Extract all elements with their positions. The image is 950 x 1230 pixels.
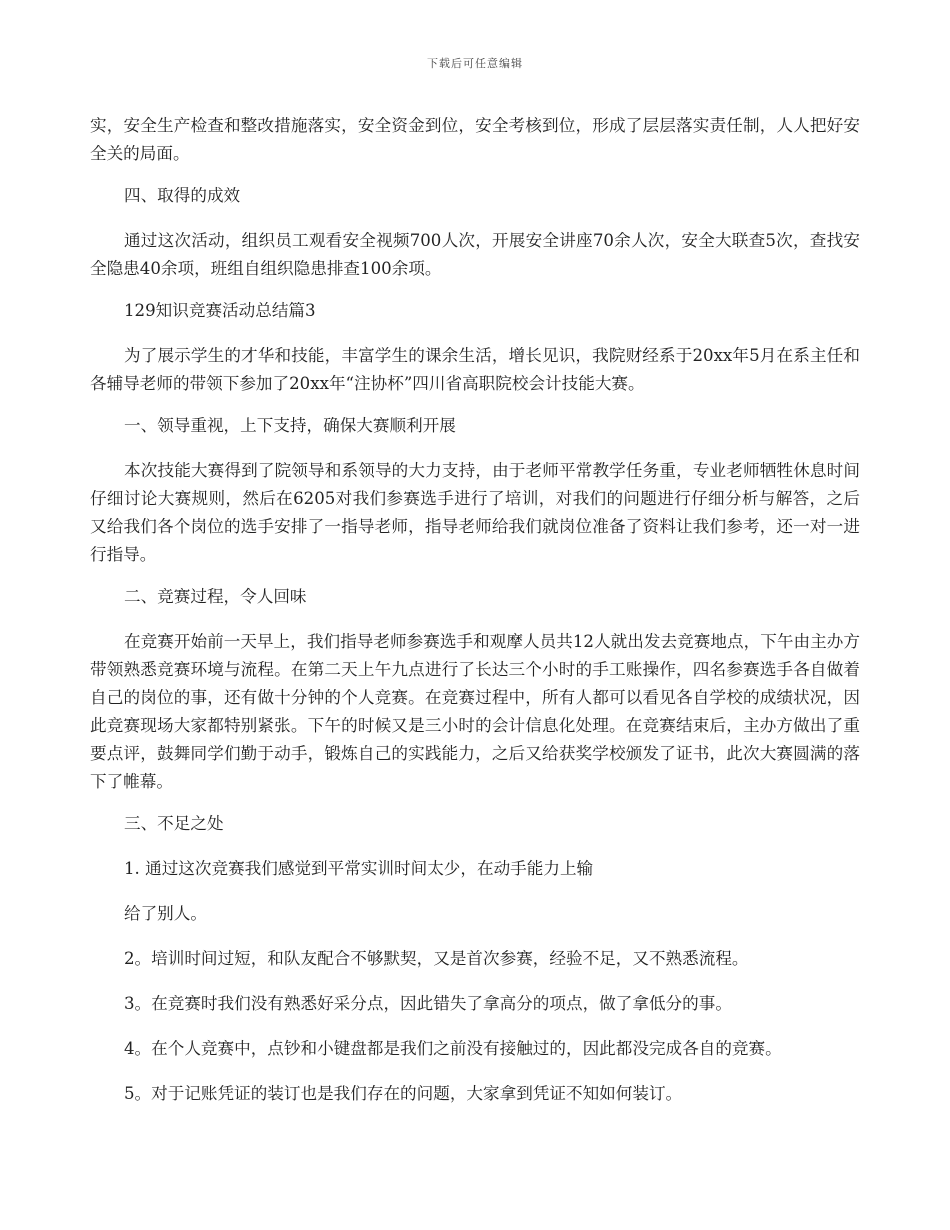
heading-summary-3: 129知识竞赛活动总结篇3 xyxy=(124,301,316,320)
heading-competition-process: 二、竞赛过程，令人回味 xyxy=(124,587,307,606)
paragraph-activity-stats: 通过这次活动，组织员工观看安全视频700人次，开展安全讲座70余人次，安全大联查5次，查找安全隐患40余项，班组自组织隐患排查100余项。 xyxy=(90,231,860,278)
heading-leadership-support: 一、领导重视，上下支持，确保大赛顺利开展 xyxy=(124,416,456,435)
list-item-4: 4。在个人竞赛中，点钞和小键盘都是我们之前没有接触过的，因此都没完成各自的竞赛。 xyxy=(124,1039,782,1058)
page-header: 下载后可任意编辑 xyxy=(427,57,523,70)
paragraph-safety-responsibility: 实，安全生产检查和整改措施落实，安全资金到位，安全考核到位，形成了层层落实责任制，人人把好安全关的局面。 xyxy=(90,116,860,163)
list-item-1: 1. 通过这次竞赛我们感觉到平常实训时间太少，在动手能力上输 xyxy=(124,859,594,878)
list-item-5: 5。对于记账凭证的装订也是我们存在的问题，大家拿到凭证不知如何装订。 xyxy=(124,1084,683,1103)
paragraph-competition-intro: 为了展示学生的才华和技能，丰富学生的课余生活，增长见识，我院财经系于20xx年5月在系主任和各辅导老师的带领下参加了20xx年“注协杯”四川省高职院校会计技能大赛。 xyxy=(90,346,860,393)
list-item-1-continued: 给了别人。 xyxy=(124,904,207,923)
heading-results: 四、取得的成效 xyxy=(124,186,241,205)
list-item-3: 3。在竞赛时我们没有熟悉好采分点，因此错失了拿高分的项点，做了拿低分的事。 xyxy=(124,994,732,1013)
paragraph-competition-process: 在竞赛开始前一天早上，我们指导老师参赛选手和观摩人员共12人就出发去竞赛地点，下午由主办方带领熟悉竞赛环境与流程。在第二天上午九点进行了长达三个小时的手工账操作，四名参赛选手各自做着自己的岗位的事，还有做十分钟的个人竞赛。在竞赛过程中，所有人都可以看见各自学校的成绩状况，因此竞赛现场大家都特别紧张。下午的时候又是三小时的会计信息化处理。在竞赛结束后，主办方做出了重要点评，鼓舞同学们勤于动手，锻炼自己的实践能力，之后又给获奖学校颁发了证书，此次大赛圆满的落下了帷幕。 xyxy=(90,632,860,791)
heading-shortcomings: 三、不足之处 xyxy=(124,814,224,833)
paragraph-leadership-support: 本次技能大赛得到了院领导和系领导的大力支持，由于老师平常教学任务重，专业老师牺牲休息时间仔细讨论大赛规则，然后在6205对我们参赛选手进行了培训，对我们的问题进行仔细分析与解答，之后又给我们各个岗位的选手安排了一指导老师，指导老师给我们就岗位准备了资料让我们参考，还一对一进行指导。 xyxy=(90,461,860,564)
document-body xyxy=(90,112,860,1125)
list-item-2: 2。培训时间过短，和队友配合不够默契，又是首次参赛，经验不足，又不熟悉流程。 xyxy=(124,949,749,968)
